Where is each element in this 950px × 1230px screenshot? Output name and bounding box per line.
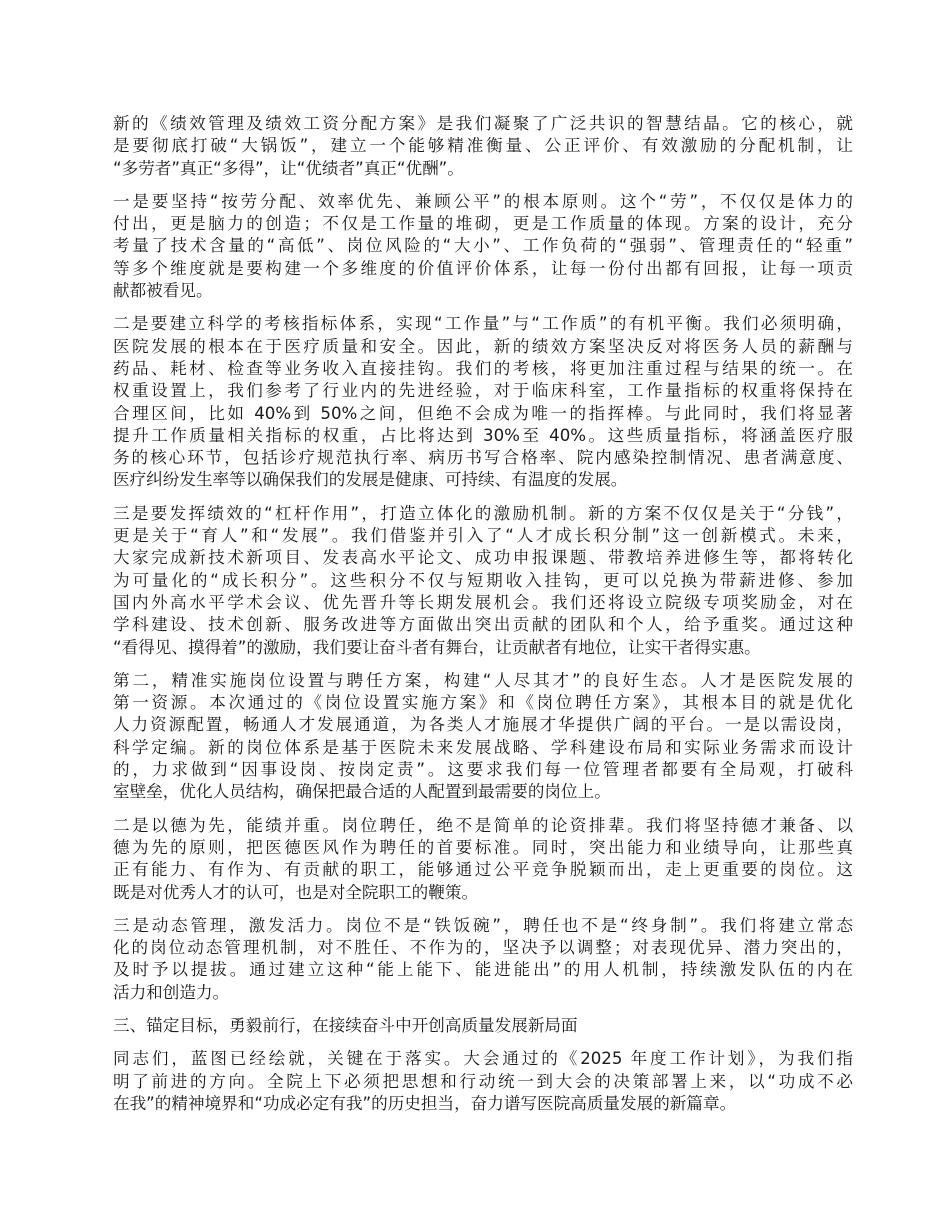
- text-line: “看得见、摸得着”的激励，我们要让奋斗者有舞台，让贡献者有地位，让实干者得实惠。: [113, 637, 761, 657]
- paragraph: [113, 670, 853, 804]
- text-line: 是要彻底打破“大锅饭”，建立一个能够精准衡量、公正评价、有效激励的分配机制，让: [113, 136, 853, 156]
- text-line: 既是对优秀人才的认可，也是对全院职工的鞭策。: [113, 882, 479, 902]
- text-line: 同志们，蓝图已经绘就，关键在于落实。大会通过的《2025 年度工作计划》，为我们指: [113, 1049, 853, 1069]
- text-line: 大家完成新技术新项目、发表高水平论文、成功申报课题、带教培养进修生等，都将转化: [113, 548, 853, 568]
- text-line: 务的核心环节，包括诊疗规范执行率、病历书写合格率、院内感染控制情况、患者满意度、: [113, 448, 853, 468]
- text-line: 三、锚定目标，勇毅前行，在接续奋斗中开创高质量发展新局面: [113, 1015, 578, 1035]
- text-line: 人力资源配置，畅通人才发展通道，为各类人才施展才华提供广阔的平台。一是以需设岗，: [113, 715, 853, 735]
- paragraph: [113, 503, 853, 659]
- text-line: 室壁垒，优化人员结构，确保把最合适的人配置到最需要的岗位上。: [113, 782, 611, 802]
- text-line: 及时予以提拔。通过建立这种“能上能下、能进能出”的用人机制，持续激发队伍的内在: [113, 960, 853, 980]
- text-line: 医疗纠纷发生率等以确保我们的发展是健康、可持续、有温度的发展。: [113, 470, 628, 490]
- text-line: 考量了技术含量的“高低”、岗位风险的“大小”、工作负荷的“强弱”、管理责任的“轻重”: [113, 236, 853, 256]
- text-line: 第一资源。本次通过的《岗位设置实施方案》和《岗位聘任方案》，其根本目的就是优化: [113, 693, 853, 713]
- text-line: 科学定编。新的岗位体系是基于医院未来发展战略、学科建设布局和实际业务需求而设计: [113, 737, 853, 757]
- document-body: [113, 113, 853, 1126]
- text-line: 二是以德为先，能绩并重。岗位聘任，绝不是简单的论资排辈。我们将坚持德才兼备、以: [113, 815, 853, 835]
- text-line: 德为先的原则，把医德医风作为聘任的首要标准。同时，突出能力和业绩导向，让那些真: [113, 837, 853, 857]
- text-line: 献都被看见。: [113, 281, 213, 301]
- text-line: 药品、耗材、检查等业务收入直接挂钩。我们的考核，将更加注重过程与结果的统一。在: [113, 358, 853, 378]
- paragraph: [113, 815, 853, 904]
- text-line: 医院发展的根本在于医疗质量和安全。因此，新的绩效方案坚决反对将医务人员的薪酬与: [113, 336, 853, 356]
- text-line: 学科建设、技术创新、服务改进等方面做出突出贡献的团队和个人，给予重奖。通过这种: [113, 615, 853, 635]
- text-line: 提升工作质量相关指标的权重，占比将达到 30%至 40%。这些质量指标，将涵盖医疗服: [113, 425, 853, 445]
- text-line: 国内外高水平学术会议、优先晋升等长期发展机会。我们还将设立院级专项奖励金，对在: [113, 592, 853, 612]
- paragraph: [113, 915, 853, 1004]
- text-line: 权重设置上，我们参考了行业内的先进经验，对于临床科室，工作量指标的权重将保持在: [113, 381, 853, 401]
- text-line: 等多个维度就是要构建一个多维度的价值评价体系，让每一份付出都有回报，让每一项贡: [113, 258, 853, 278]
- text-line: 付出，更是脑力的创造；不仅是工作量的堆砌，更是工作质量的体现。方案的设计，充分: [113, 214, 853, 234]
- text-line: 活力和创造力。: [113, 982, 230, 1002]
- text-line: 更是关于“育人”和“发展”。我们借鉴并引入了“人才成长积分制”这一创新模式。未来，: [113, 526, 853, 546]
- paragraph: [113, 1048, 853, 1115]
- text-line: 合理区间，比如 40%到 50%之间，但绝不会成为唯一的指挥棒。与此同时，我们将显著: [113, 403, 853, 423]
- text-line: 三是要发挥绩效的“杠杆作用”，打造立体化的激励机制。新的方案不仅仅是关于“分钱”，: [113, 503, 853, 523]
- paragraph: [113, 313, 853, 491]
- text-line: 二是要建立科学的考核指标体系，实现“工作量”与“工作质”的有机平衡。我们必须明确，: [113, 314, 853, 334]
- text-line: “多劳者”真正“多得”，让“优绩者”真正“优酬”。: [113, 158, 464, 178]
- text-line: 化的岗位动态管理机制，对不胜任、不作为的，坚决予以调整；对表现优异、潜力突出的，: [113, 938, 853, 958]
- text-line: 正有能力、有作为、有贡献的职工，能够通过公平竞争脱颖而出，走上更重要的岗位。这: [113, 860, 853, 880]
- text-line: 新的《绩效管理及绩效工资分配方案》是我们凝聚了广泛共识的智慧结晶。它的核心，就: [113, 114, 853, 133]
- text-line: 第二，精准实施岗位设置与聘任方案，构建“人尽其才”的良好生态。人才是医院发展的: [113, 670, 853, 690]
- text-line: 一是要坚持“按劳分配、效率优先、兼顾公平”的根本原则。这个“劳”，不仅仅是体力的: [113, 191, 853, 211]
- text-line: 明了前进的方向。全院上下必须把思想和行动统一到大会的决策部署上来，以“功成不必: [113, 1071, 853, 1091]
- text-line: 在我”的精神境界和“功成必定有我”的历史担当，奋力谱写医院高质量发展的新篇章。: [113, 1093, 737, 1113]
- text-line: 三是动态管理，激发活力。岗位不是“铁饭碗”，聘任也不是“终身制”。我们将建立常态: [113, 915, 853, 935]
- text-line: 的，力求做到“因事设岗、按岗定责”。这要求我们每一位管理者都要有全局观，打破科: [113, 760, 853, 780]
- paragraph: [113, 113, 853, 180]
- section-heading: [113, 1015, 853, 1037]
- paragraph: [113, 191, 853, 302]
- text-line: 为可量化的“成长积分”。这些积分不仅与短期收入挂钩，更可以兑换为带薪进修、参加: [113, 570, 853, 590]
